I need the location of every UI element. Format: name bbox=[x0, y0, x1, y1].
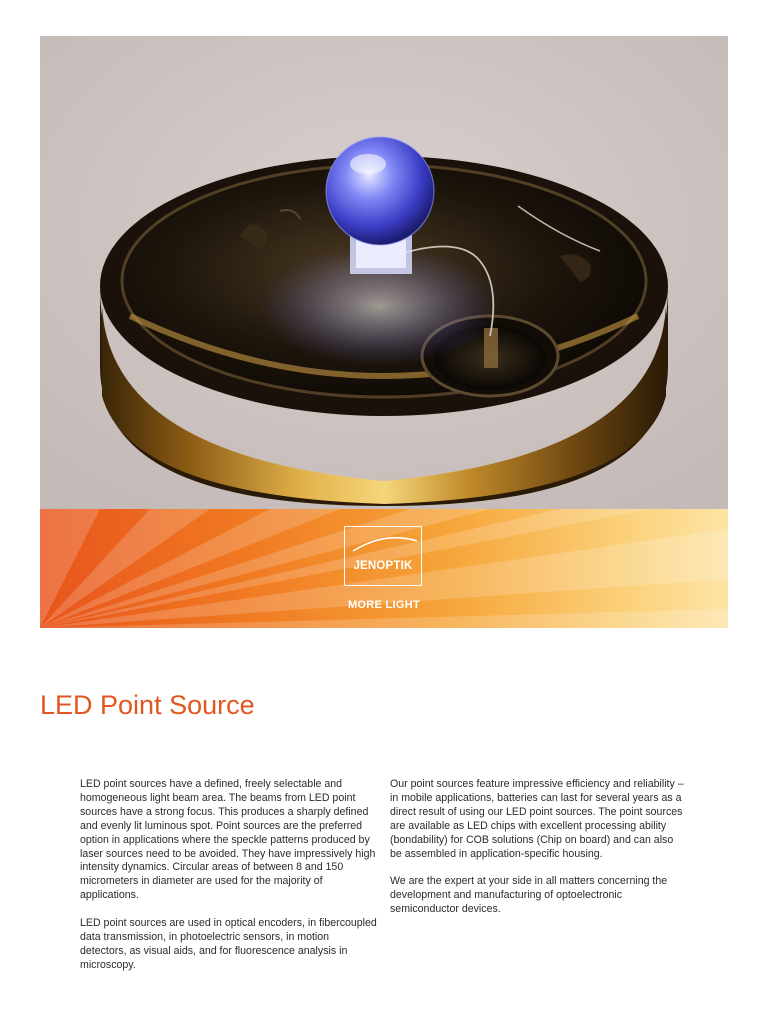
paragraph: LED point sources are used in optical encoders, in fibercoupled data transmission, in photoelectric sensors, in motion detectors, as visual aids, and for fluorescence analysis in microscopy. bbox=[80, 917, 377, 971]
paragraph: LED point sources have a defined, freely selectable and homogeneous light beam area. The beams from LED point sources have a strong focus. This produces a sharply defined and evenly lit luminous spot. Point sources are the preferred option in applications where the speckle patterns produced by laser sources need to be avoided. They have impressively high intensity dynamics. Circular areas of between 8 and 150 micrometers in diameter are used for the majority of applications. bbox=[80, 778, 376, 902]
brand-tagline: MORE LIGHT bbox=[347, 599, 421, 611]
paragraph: Our point sources feature impressive efficiency and reliability – in mobile applications, batteries can last for several years as a direct result of using our LED point sources. The point sources are available as LED chips with excellent processing ability (bondability) for COB solutions (Chip on board) and can also be assembled in application-specific housing. bbox=[390, 778, 684, 860]
hero-photo bbox=[40, 36, 728, 509]
logo-arc-icon bbox=[345, 527, 423, 587]
right-text-column bbox=[390, 778, 686, 931]
led-photo-illustration bbox=[40, 36, 728, 509]
page-title: LED Point Source bbox=[40, 690, 255, 720]
left-text-column bbox=[80, 778, 378, 987]
paragraph: We are the expert at your side in all matters concerning the development and manufacturing of optoelectronic semiconductor devices. bbox=[390, 875, 668, 916]
brand-banner bbox=[40, 509, 728, 628]
logo-wordmark: JENOPTIK bbox=[353, 560, 413, 572]
jenoptik-logo bbox=[344, 526, 422, 586]
